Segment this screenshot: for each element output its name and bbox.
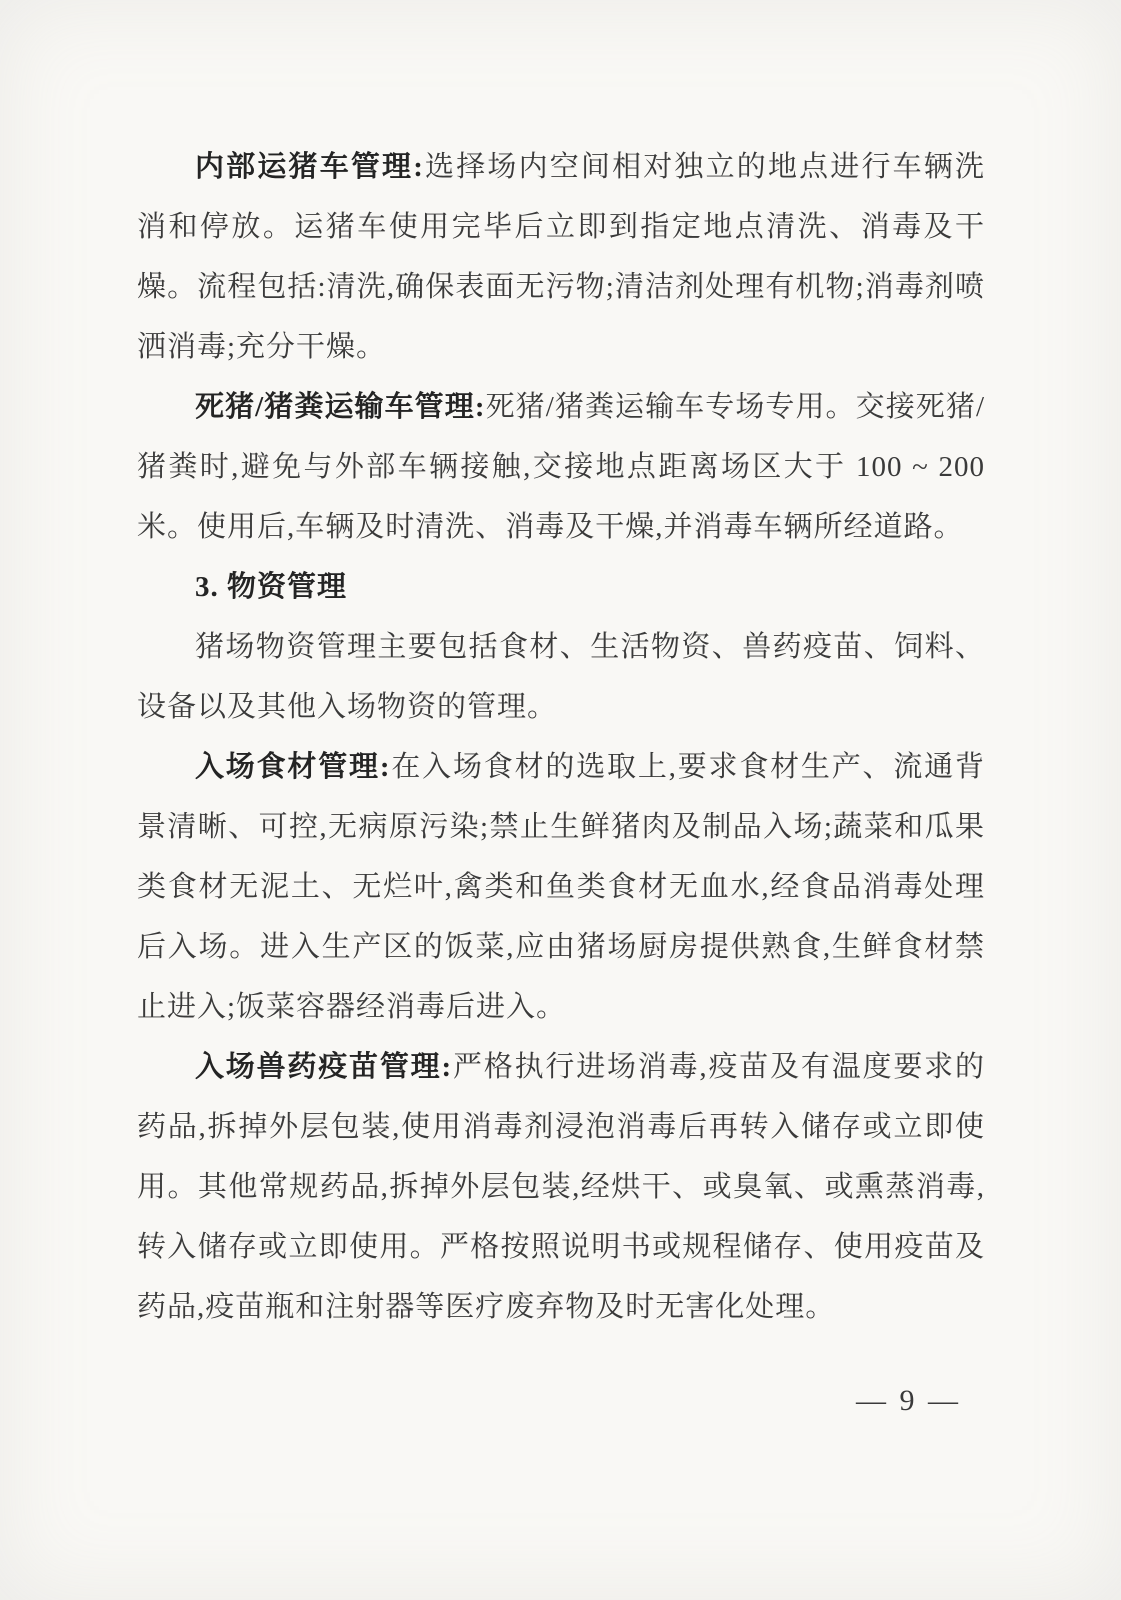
para-incoming-vet-drug-vaccine-management [137, 1037, 985, 1337]
para-lead-incoming-vet-drug-vaccine: 入场兽药疫苗管理: [195, 1051, 453, 1083]
para-dead-pig-manure-truck-management [137, 377, 985, 557]
page-number: — 9 — [856, 1384, 961, 1417]
para-text-incoming-vet-drug-vaccine: 严格执行进场消毒,疫苗及有温度要求的药品,拆掉外层包装,使用消毒剂浸泡消毒后再转入储存或立即使用。其他常规药品,拆掉外层包装,经烘干、或臭氧、或熏蒸消毒,转入储存或立即使用。严格按照说明书或规程储存、使用疫苗及药品,疫苗瓶和注射器等医疗废弃物及时无害化处理。 [137, 1051, 985, 1323]
para-lead-incoming-food: 入场食材管理: [195, 751, 391, 783]
document-body [137, 137, 985, 1337]
para-incoming-food-management [137, 737, 985, 1037]
para-text-dead-pig-manure-truck: 死猪/猪粪运输车专场专用。交接死猪/猪粪时,避免与外部车辆接触,交接地点距离场区大于 100 ~ 200 米。使用后,车辆及时清洗、消毒及干燥,并消毒车辆所经道路。 [137, 391, 986, 543]
para-materials-overview [137, 617, 985, 737]
para-lead-internal-pig-truck: 内部运猪车管理: [195, 151, 424, 183]
section-heading-materials-management: 3. 物资管理 [195, 571, 348, 603]
para-text-internal-pig-truck: 选择场内空间相对独立的地点进行车辆洗消和停放。运猪车使用完毕后立即到指定地点清洗、消毒及干燥。流程包括:清洗,确保表面无污物;清洁剂处理有机物;消毒剂喷洒消毒;充分干燥。 [137, 151, 985, 363]
para-text-incoming-food: 在入场食材的选取上,要求食材生产、流通背景清晰、可控,无病原污染;禁止生鲜猪肉及制品入场;蔬菜和瓜果类食材无泥土、无烂叶,禽类和鱼类食材无血水,经食品消毒处理后入场。进入生产区的饭菜,应由猪场厨房提供熟食,生鲜食材禁止进入;饭菜容器经消毒后进入。 [137, 751, 985, 1023]
para-lead-dead-pig-manure-truck: 死猪/猪粪运输车管理: [195, 391, 486, 423]
para-text-materials-overview: 猪场物资管理主要包括食材、生活物资、兽药疫苗、饲料、设备以及其他入场物资的管理。 [137, 631, 985, 723]
para-internal-pig-truck-management [137, 137, 985, 377]
